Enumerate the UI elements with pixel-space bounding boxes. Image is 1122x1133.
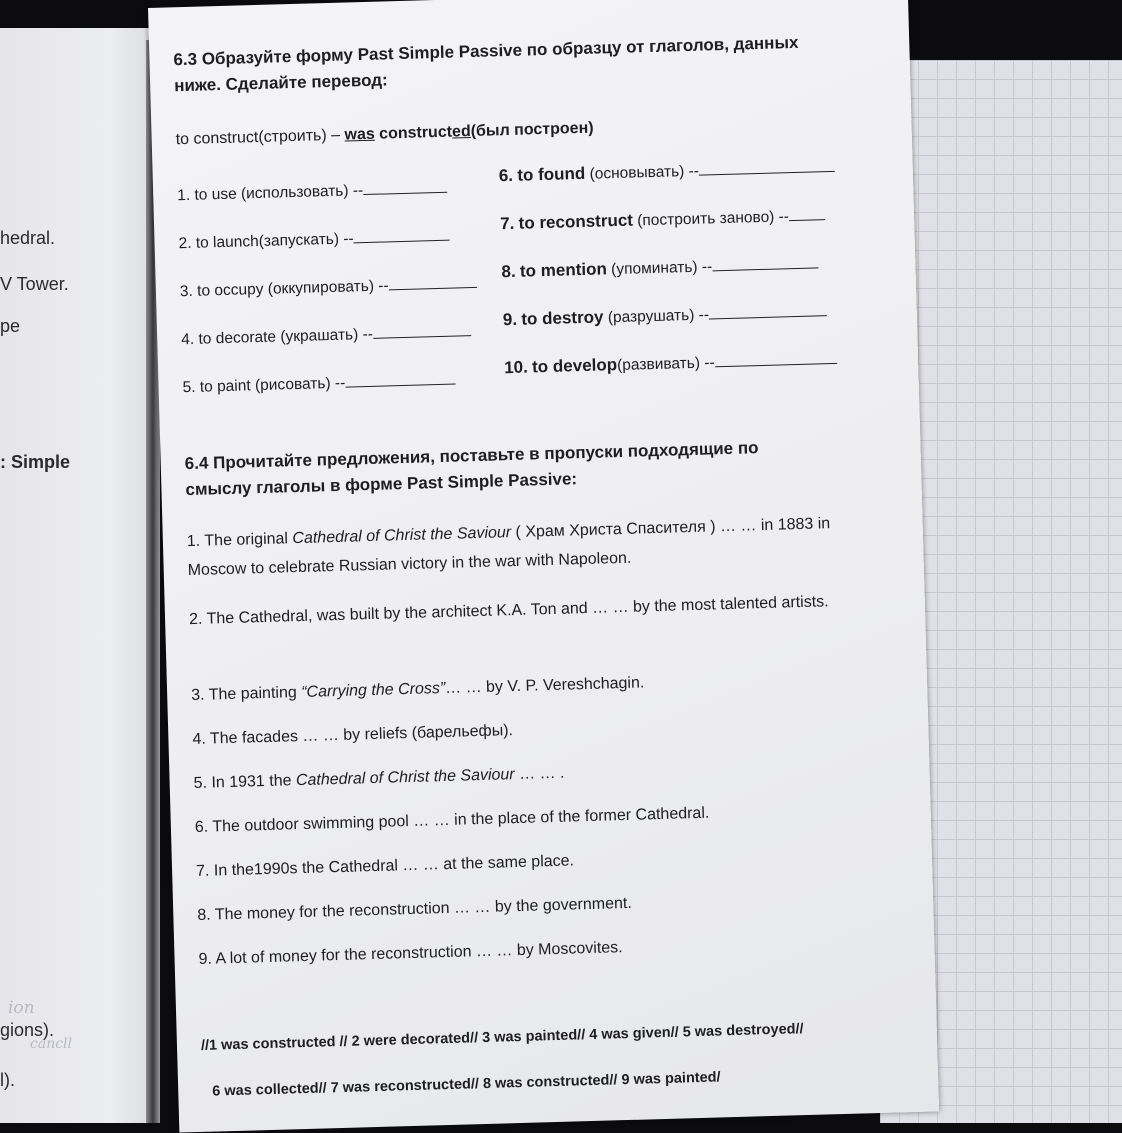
verb-word: to reconstruct	[518, 210, 634, 233]
verb-item-text: 2. to launch(запускать) --	[178, 230, 354, 253]
sentence-text: 7. In the1990s the Cathedral … … at the same place.	[195, 852, 575, 880]
exercise-6-3-title: 6.3 Образуйте форму Past Simple Passive по образцу от глаголов, данных ниже. Сделайте перевод:	[173, 32, 799, 96]
verb-item-text: 3. to occupy (оккупировать) --	[179, 277, 389, 301]
answer-blank[interactable]	[345, 370, 455, 388]
verb-item	[182, 370, 455, 398]
sentence-text-end: ( Храм Христа Спасителя ) … … in 1883 in Moscow to celebrate Russian victory in the war with Napoleon.	[187, 515, 831, 580]
verb-item-text: 5. to paint (рисовать) --	[182, 374, 346, 397]
verb-number: 6.	[498, 165, 514, 186]
pencil-note: ion	[8, 998, 35, 1018]
answer-blank[interactable]	[373, 321, 471, 339]
example-translation: (был построен)	[470, 119, 594, 141]
sentence-item	[197, 883, 858, 930]
verb-item-text: 4. to decorate (украшать) --	[181, 325, 374, 349]
left-fragment: gions).	[0, 1020, 55, 1040]
sentence-text: 4. The facades … … by reliefs (барельефы).	[192, 722, 514, 749]
verb-translation: (упоминать) --	[606, 258, 713, 279]
answer-key-line-1: //1 was constructed // 2 were decorated// 3 was painted// 4 was given// 5 was destroyed//	[200, 1021, 804, 1054]
worksheet-page	[148, 0, 939, 1133]
verb-item	[504, 349, 837, 378]
sentence-text: 2. The Cathedral, was built by the architect K.A. Ton and … … by the most talented artists.	[188, 593, 829, 629]
verb-word: to mention	[519, 259, 608, 281]
answer-blank[interactable]	[353, 226, 449, 244]
sentence-italic: Cathedral of Christ the Saviour	[292, 524, 512, 548]
verb-word: to found	[517, 163, 586, 185]
verb-word: to destroy	[521, 307, 604, 329]
verb-item-text: 1. to use (использовать) --	[177, 182, 364, 205]
sentence-text: 5. In 1931 the	[193, 772, 297, 793]
verb-translation: (разрушать) --	[603, 306, 710, 327]
verb-item	[181, 321, 471, 349]
left-fragment: l).	[0, 1070, 15, 1090]
verb-word: to develop	[531, 355, 618, 377]
sentence-item	[189, 587, 850, 634]
answer-blank[interactable]	[388, 273, 476, 290]
sentence-italic: Cathedral of Christ the Saviour	[295, 766, 515, 790]
example-line	[175, 120, 593, 150]
verb-item	[178, 226, 450, 254]
answer-blank[interactable]	[789, 205, 825, 221]
answer-blank[interactable]	[712, 253, 818, 271]
example-prefix: to construct(строить) –	[175, 126, 345, 149]
answer-blank[interactable]	[714, 349, 836, 367]
sentence-text: 8. The money for the reconstruction … … by the government.	[197, 894, 633, 924]
sentence-italic: “Carrying the Cross”	[300, 679, 446, 701]
verb-number: 8.	[501, 261, 516, 282]
exercise-6-4-title: 6.4 Прочитайте предложения, поставьте в пропуски подходящие по смыслу глаголы в форме Past Simple Passive:	[184, 438, 759, 500]
left-fragment: : Simple	[0, 452, 71, 472]
verb-number: 10.	[503, 357, 529, 378]
verb-item	[500, 205, 825, 234]
sentence-item	[198, 927, 859, 974]
sentence-text: 6. The outdoor swimming pool … … in the place of the former Cathedral.	[194, 804, 710, 837]
verb-item	[503, 301, 828, 330]
answer-key-line-2: 6 was collected// 7 was reconstructed// 8 was constructed// 9 was painted/	[212, 1069, 721, 1100]
pencil-note: cancll	[30, 1036, 72, 1052]
left-page	[0, 28, 158, 1123]
example-was: was	[344, 125, 375, 144]
sentence-item	[191, 663, 852, 710]
sentence-item	[193, 751, 854, 798]
sentence-text: 9. A lot of money for the reconstruction … … by Moscovites.	[198, 939, 623, 968]
sentence-text: 1. The original	[186, 530, 293, 551]
verb-translation: (развивать) --	[616, 354, 715, 375]
verb-number: 9.	[502, 309, 518, 330]
left-fragment: V Tower.	[0, 274, 69, 294]
verb-item	[177, 178, 447, 206]
answer-blank[interactable]	[699, 157, 835, 176]
sentence-item	[187, 509, 848, 585]
verb-number: 7.	[499, 213, 515, 234]
sentence-text: 3. The painting	[190, 683, 302, 705]
verb-translation: (построить заново) --	[632, 208, 790, 230]
left-fragment: hedral.	[0, 228, 56, 248]
answer-blank[interactable]	[709, 301, 827, 319]
left-fragment: pe	[0, 316, 21, 336]
verb-item	[499, 157, 836, 186]
sentence-item	[196, 839, 857, 886]
example-ed: ed	[451, 123, 471, 141]
sentence-item	[192, 707, 853, 754]
sentence-item	[194, 795, 855, 842]
verb-item	[501, 253, 818, 282]
answer-blank[interactable]	[363, 178, 447, 195]
example-stem: construct	[374, 123, 453, 143]
verb-item	[180, 273, 477, 301]
sentence-text-end: … … by V. P. Vereshchagin.	[444, 674, 645, 697]
sentence-text-end: … … .	[514, 764, 565, 784]
verb-translation: (основывать) --	[585, 162, 700, 183]
